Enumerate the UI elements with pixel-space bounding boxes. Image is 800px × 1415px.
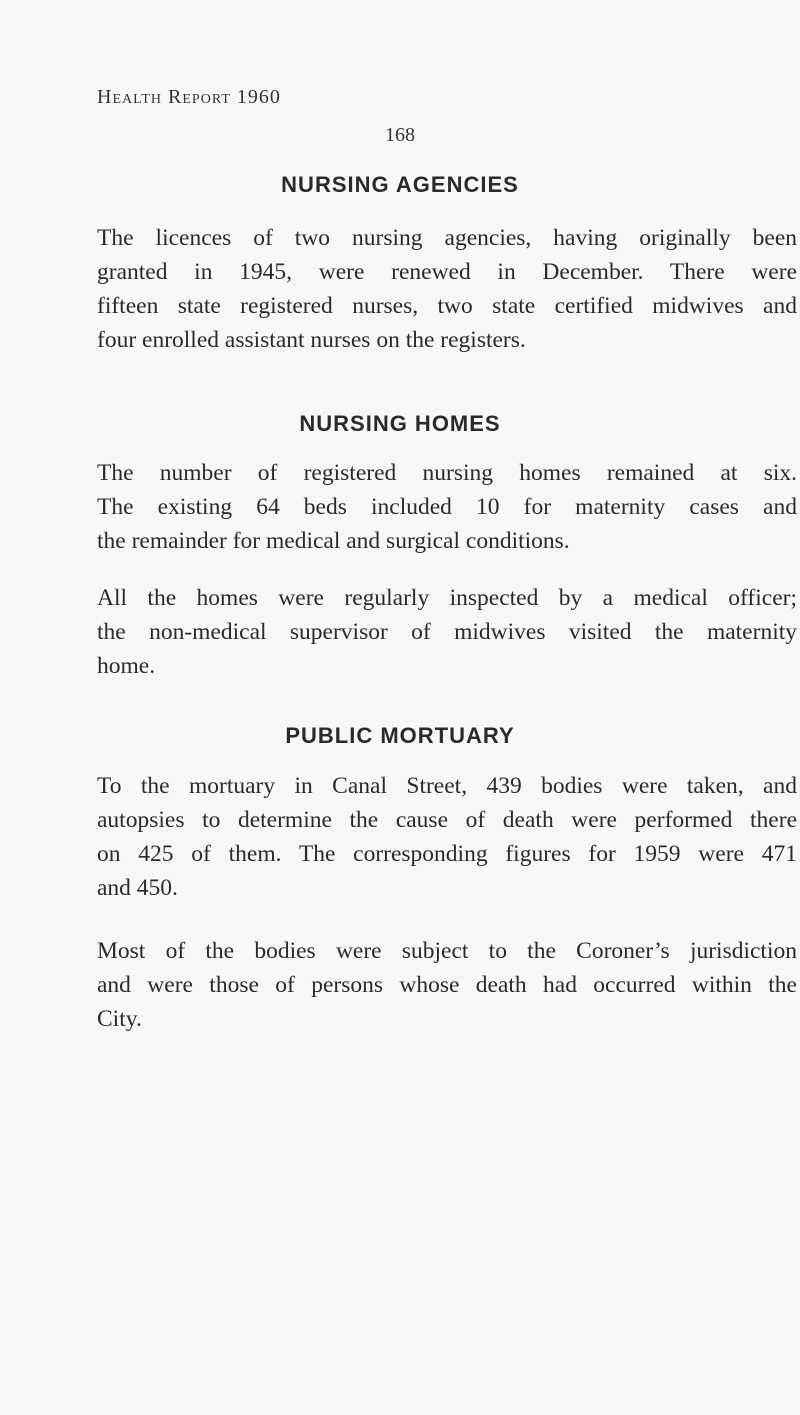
text-line: All the homes were regularly inspected by a medical officer; xyxy=(97,585,797,611)
paragraph-public-mortuary-2 xyxy=(97,934,797,1036)
paragraph-public-mortuary-1 xyxy=(97,769,797,905)
text-line: To the mortuary in Canal Street, 439 bodies were taken, and xyxy=(97,773,797,799)
text-line: The licences of two nursing agencies, having originally been xyxy=(97,225,797,251)
text-line: granted in 1945, were renewed in December. There were xyxy=(97,259,797,285)
text-line: The number of registered nursing homes remained at six. xyxy=(97,460,797,486)
page-number: 168 xyxy=(385,124,415,146)
text-line: and were those of persons whose death had occurred within the xyxy=(97,972,797,998)
text-line: home. xyxy=(97,653,156,679)
paragraph-nursing-homes-2 xyxy=(97,581,797,683)
text-line: the remainder for medical and surgical conditions. xyxy=(97,528,570,554)
text-line: fifteen state registered nurses, two state certified midwives and xyxy=(97,293,797,319)
running-title: Health Report 1960 xyxy=(97,86,281,108)
paragraph-nursing-homes-1 xyxy=(97,456,797,558)
section-heading-nursing-homes: NURSING HOMES xyxy=(299,411,501,436)
section-heading-public-mortuary: PUBLIC MORTUARY xyxy=(285,723,515,748)
section-heading-nursing-agencies: NURSING AGENCIES xyxy=(281,172,519,197)
text-line: the non-medical supervisor of midwives visited the maternity xyxy=(97,619,797,645)
text-line: City. xyxy=(97,1006,142,1032)
text-line: and 450. xyxy=(97,875,178,901)
text-line: Most of the bodies were subject to the Coroner’s jurisdiction xyxy=(97,938,797,964)
text-line: on 425 of them. The corresponding figures for 1959 were 471 xyxy=(97,841,797,867)
text-line: four enrolled assistant nurses on the registers. xyxy=(97,327,526,353)
text-line: autopsies to determine the cause of death were performed there xyxy=(97,807,797,833)
paragraph-nursing-agencies xyxy=(97,221,797,357)
text-line: The existing 64 beds included 10 for maternity cases and xyxy=(97,494,797,520)
